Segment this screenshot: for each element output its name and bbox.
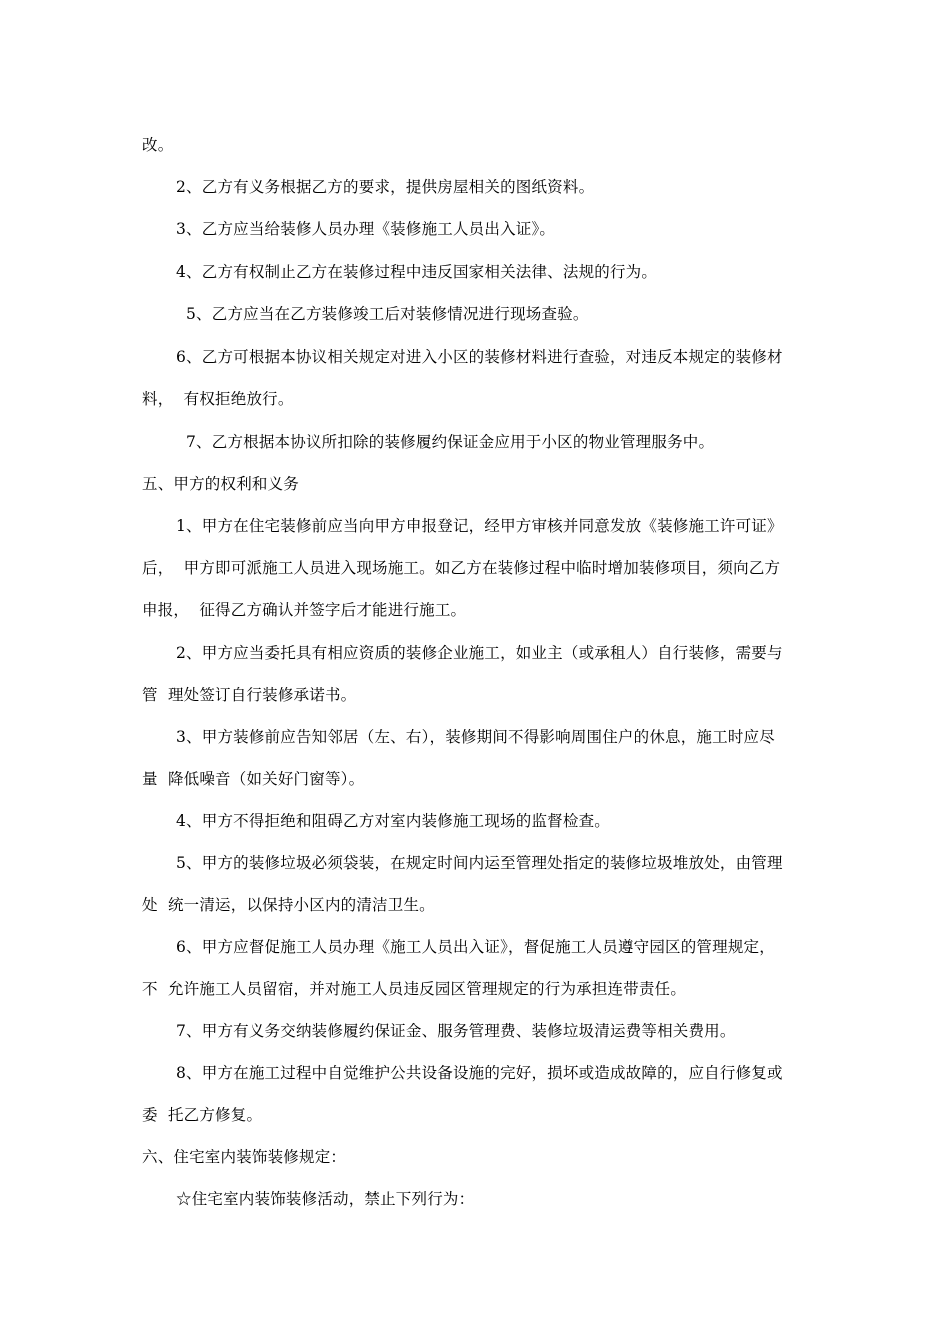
text-line: 2、乙方有义务根据乙方的要求，提供房屋相关的图纸资料。 (176, 178, 595, 196)
section-heading: 五、甲方的权利和义务 (142, 475, 300, 493)
text-line: 3、乙方应当给装修人员办理《装修施工人员出入证》。 (176, 220, 556, 238)
text-line: 7、甲方有义务交纳装修履约保证金、服务管理费、装修垃圾清运费等相关费用。 (176, 1022, 736, 1040)
text-line: ☆住宅室内装饰装修活动，禁止下列行为： (176, 1190, 475, 1208)
text-line: 8、甲方在施工过程中自觉维护公共设备设施的完好，损坏或造成故障的，应自行修复或 (176, 1064, 783, 1082)
text-line: 2、甲方应当委托具有相应资质的装修企业施工，如业主（或承租人）自行装修，需要与 (176, 644, 783, 662)
text-line: 4、甲方不得拒绝和阻碍乙方对室内装修施工现场的监督检查。 (176, 812, 610, 830)
section-heading: 六、住宅室内装饰装修规定： (142, 1148, 347, 1166)
text-line: 申报， 征得乙方确认并签字后才能进行施工。 (142, 601, 467, 619)
text-line: 3、甲方装修前应告知邻居（左、右），装修期间不得影响周围住户的休息，施工时应尽 (176, 728, 775, 746)
text-line: 6、甲方应督促施工人员办理《施工人员出入证》，督促施工人员遵守园区的管理规定， (176, 938, 775, 956)
text-line: 6、乙方可根据本协议相关规定对进入小区的装修材料进行查验，对违反本规定的装修材 (176, 348, 783, 366)
text-line: 处 统一清运，以保持小区内的清洁卫生。 (142, 896, 435, 914)
text-line: 管 理处签订自行装修承诺书。 (142, 686, 357, 704)
text-line: 7、乙方根据本协议所扣除的装修履约保证金应用于小区的物业管理服务中。 (186, 433, 715, 451)
text-line: 改。 (142, 136, 174, 154)
text-line: 料， 有权拒绝放行。 (142, 390, 294, 408)
text-line: 5、乙方应当在乙方装修竣工后对装修情况进行现场查验。 (186, 305, 589, 323)
text-line: 后， 甲方即可派施工人员进入现场施工。如乙方在装修过程中临时增加装修项目，须向乙方 (142, 559, 781, 577)
text-line: 不 允许施工人员留宿，并对施工人员违反园区管理规定的行为承担连带责任。 (142, 980, 687, 998)
text-line: 1、甲方在住宅装修前应当向甲方申报登记，经甲方审核并同意发放《装修施工许可证》 (176, 517, 783, 535)
text-line: 量 降低噪音（如关好门窗等）。 (142, 770, 365, 788)
text-line: 5、甲方的装修垃圾必须袋装，在规定时间内运至管理处指定的装修垃圾堆放处，由管理 (176, 854, 783, 872)
text-line: 4、乙方有权制止乙方在装修过程中违反国家相关法律、法规的行为。 (176, 263, 658, 281)
text-line: 委 托乙方修复。 (142, 1106, 263, 1124)
